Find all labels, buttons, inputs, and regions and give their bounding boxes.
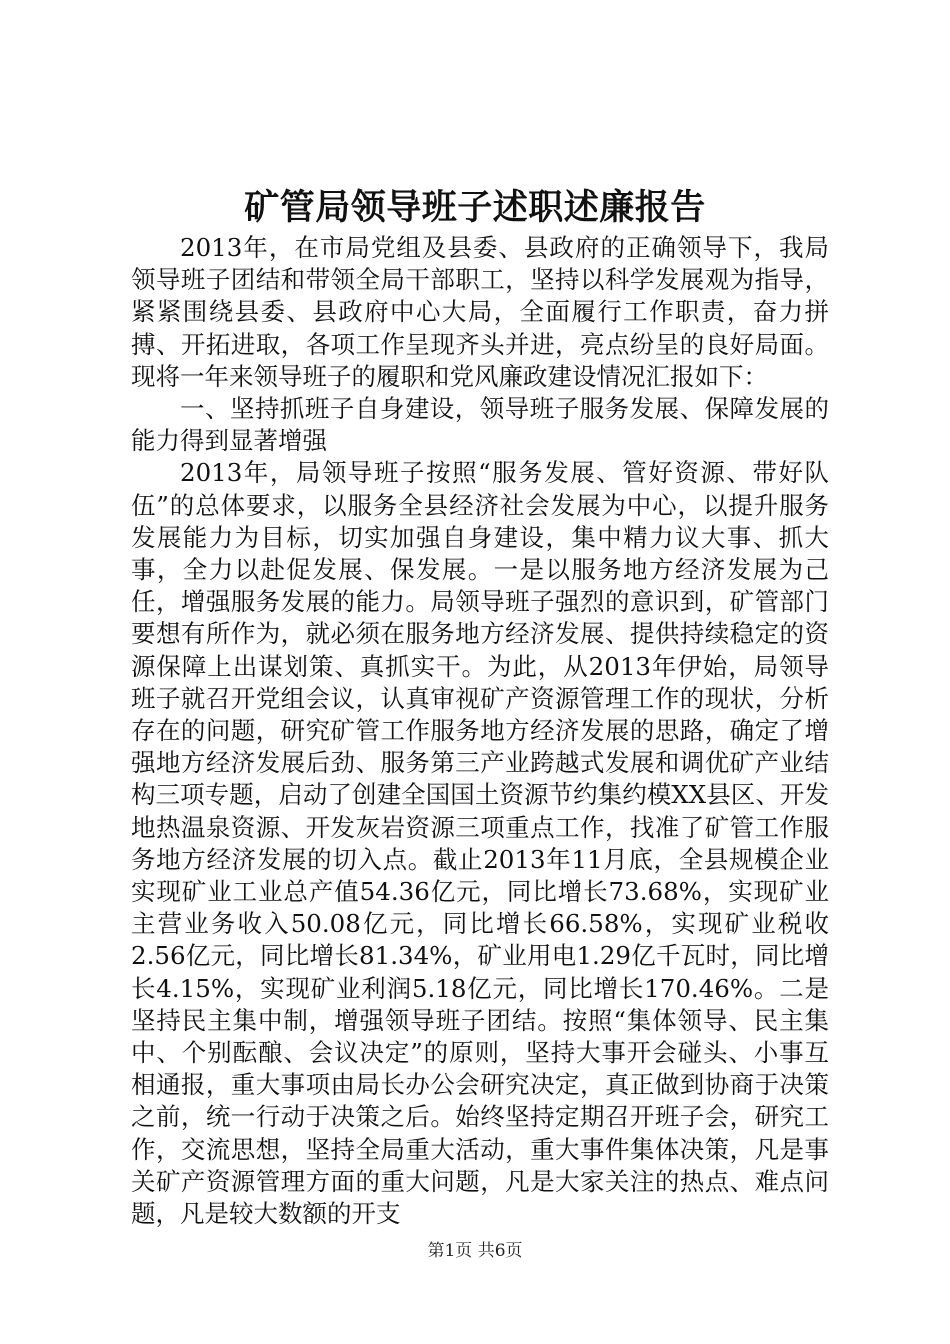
paragraph-intro: 2013年，在市局党组及县委、县政府的正确领导下，我局领导班子团结和带领全局干部职工，坚持以科学发展观为指导，紧紧围绕县委、县政府中心大局，全面履行工作职责，奋力拼搏、开拓进取，各项工作呈现齐头并进，亮点纷呈的良好局面。现将一年来领导班子的履职和党风廉政建设情况汇报如下： xyxy=(131,233,829,391)
section-heading-1: 一、坚持抓班子自身建设，领导班子服务发展、保障发展的能力得到显著增强 xyxy=(131,394,829,456)
document-title: 矿管局领导班子述职述廉报告 xyxy=(244,187,706,228)
paragraph-section-1: 2013年，局领导班子按照“服务发展、管好资源、带好队伍”的总体要求，以服务全县经济社会发展为中心，以提升服务发展能力为目标，切实加强自身建设，集中精力议大事、抓大事，全力以赴促发展、保发展。一是以服务地方经济发展为己任，增强服务发展的能力。局领导班子强烈的意识到，矿管部门要想有所作为，就必须在服务地方经济发展、提供持续稳定的资源保障上出谋划策、真抓实干。为此，从2013年伊始，局领导班子就召开党组会议，认真审视矿产资源管理工作的现状，分析存在的问题，研究矿管工作服务地方经济发展的思路，确定了增强地方经济发展后劲、服务第三产业跨越式发展和调优矿产业结构三项专题，启动了创建全国国土资源节约集约模XX县区、开发地热温泉资源、开发灰岩资源三项重点工作，找准了矿管工作服务地方经济发展的切入点。截止2013年11月底，全县规模企业实现矿业工业总产值54.36亿元，同比增长73.68%，实现矿业主营业务收入50.08亿元，同比增长66.58%，实现矿业税收2.56亿元，同比增长81.34%，矿业用电1.29亿千瓦时，同比增长4.15%，实现矿业利润5.18亿元，同比增长170.46%。二是坚持民主集中制，增强领导班子团结。按照“集体领导、民主集中、个别酝酿、会议决定”的原则，坚持大事开会碰头、小事互相通报，重大事项由局长办公会研究决定，真正做到协商于决策之前，统一行动于决策之后。始终坚持定期召开班子会，研究工作，交流思想，坚持全局重大活动，重大事件集体决策，凡是事关矿产资源管理方面的重大问题，凡是大家关注的热点、难点问题，凡是较大数额的开支 xyxy=(131,458,829,1229)
document-body xyxy=(131,232,829,1230)
page-number-footer: 第1页 共6页 xyxy=(427,1241,523,1261)
